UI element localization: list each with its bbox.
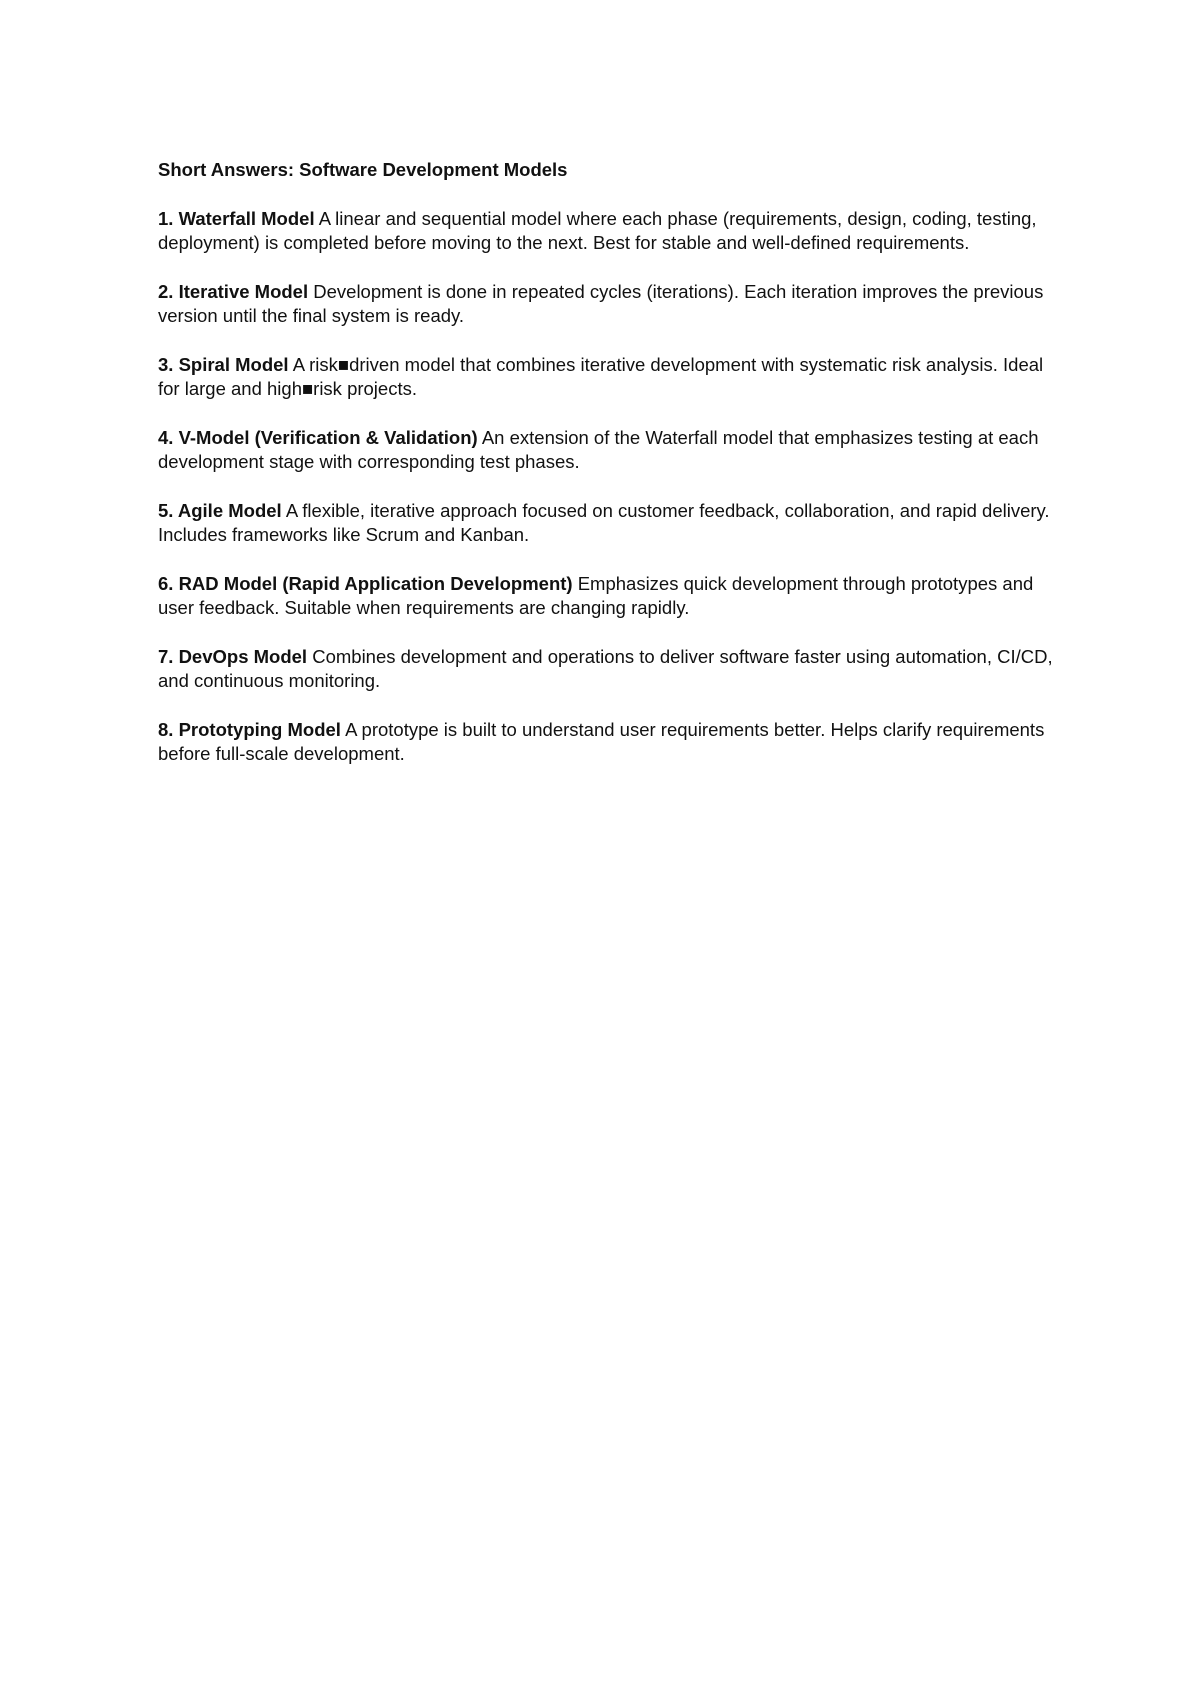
- entry-iterative-model: [158, 280, 1058, 329]
- entry-heading: 5. Agile Model: [158, 499, 282, 521]
- entry-rad-model: [158, 572, 1058, 621]
- entry-v-model: [158, 426, 1058, 475]
- entry-agile-model: [158, 499, 1058, 548]
- entry-devops-model: [158, 645, 1058, 694]
- entry-heading: 7. DevOps Model: [158, 645, 308, 667]
- entry-text: A flexible, iterative approach focused on customer feedback, collaboration, and rapid delivery. Includes frameworks like Scrum and Kanban.: [158, 499, 1050, 545]
- entry-spiral-model: [158, 353, 1058, 402]
- entry-text: A risk■driven model that combines iterative development with systematic risk analysis. Ideal for large and high■risk projects.: [158, 353, 1044, 399]
- entry-heading: 8. Prototyping Model: [158, 718, 341, 740]
- entry-prototyping-model: [158, 718, 1058, 767]
- entry-text: Development is done in repeated cycles (iterations). Each iteration improves the previous version until the final system is ready.: [158, 280, 1044, 326]
- entry-heading: 3. Spiral Model: [158, 353, 289, 375]
- entry-text: Combines development and operations to deliver software faster using automation, CI/CD, and continuous monitoring.: [158, 645, 1053, 691]
- entry-heading: 2. Iterative Model: [158, 280, 309, 302]
- document-title: Short Answers: Software Development Models: [158, 159, 568, 180]
- entry-heading: 4. V-Model (Verification & Validation): [158, 426, 478, 448]
- entry-waterfall-model: [158, 207, 1058, 256]
- entry-text: An extension of the Waterfall model that emphasizes testing at each development stage with corresponding test phases.: [158, 426, 1039, 472]
- entry-text: A prototype is built to understand user requirements better. Helps clarify requirements before full-scale development.: [158, 718, 1045, 764]
- entry-heading: 6. RAD Model (Rapid Application Development): [158, 572, 573, 594]
- entry-text: A linear and sequential model where each phase (requirements, design, coding, testing, deployment) is completed before moving to the next. Best for stable and well-defined requirements.: [158, 207, 1037, 253]
- entry-text: Emphasizes quick development through prototypes and user feedback. Suitable when requirements are changing rapidly.: [158, 572, 1034, 618]
- entry-heading: 1. Waterfall Model: [158, 207, 315, 229]
- document-body: [158, 158, 1058, 791]
